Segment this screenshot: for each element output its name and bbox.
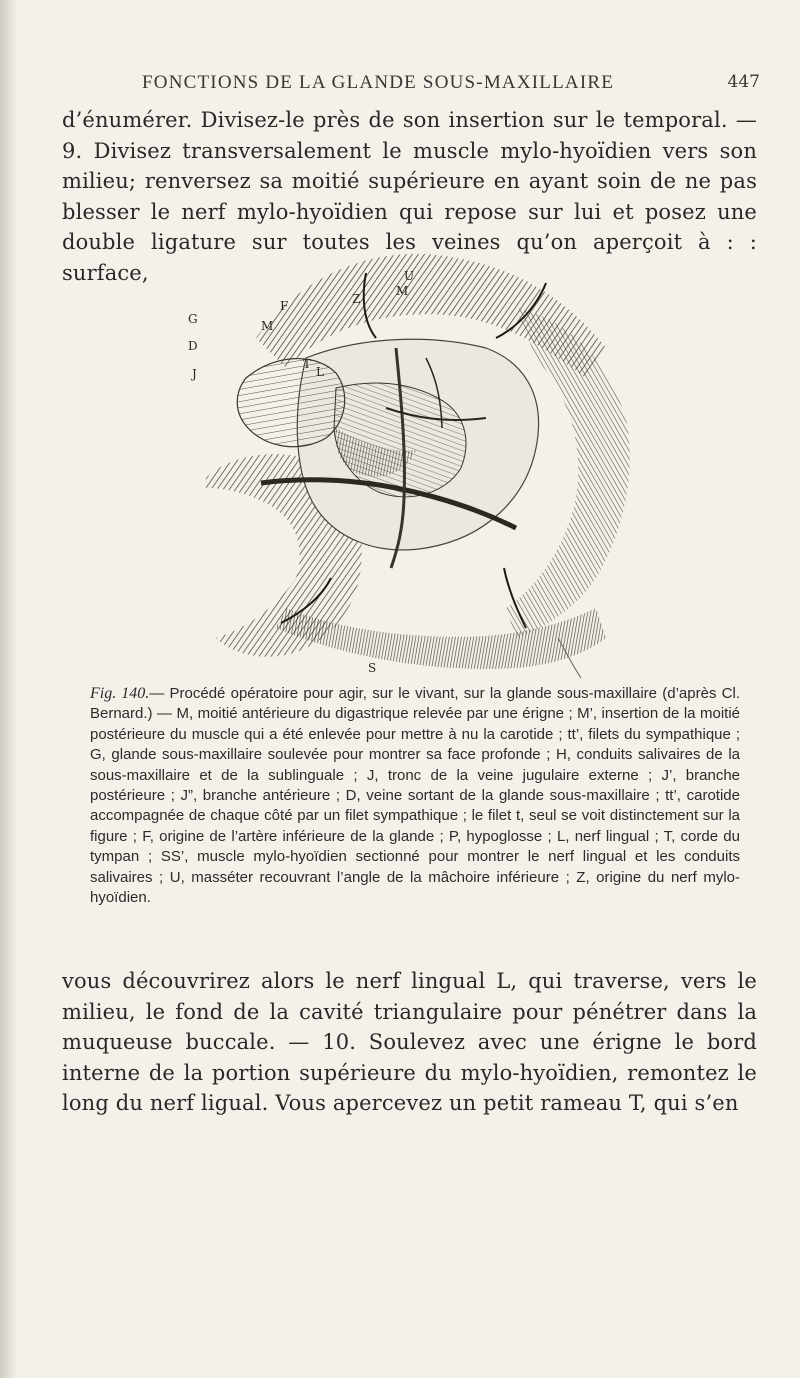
body-text-bottom xyxy=(62,966,757,1119)
label-t: T xyxy=(303,357,312,371)
paragraph-bottom: vous découvrirez alors le nerf lingual L, qui traverse, vers le milieu, le fond de la cavité triangulaire pour pénétrer dans la muqueuse buccale. — 10. Soulevez avec une érigne le bord interne de la portion supérieure du mylo-hyoïdien, remontez le long du nerf ligual. Vous apercevez un petit rameau T, qui s’en xyxy=(62,969,757,1115)
paragraph-top: d’énumérer. Divisez-le près de son insertion sur le temporal. — 9. Divisez transversalement le muscle mylo-hyoïdien vers son milieu; renversez sa moitié supérieure en ayant soin de ne pas blesser le nerf mylo-hyoïdien qui repose sur lui et posez une double ligature sur toutes les veines qu’on aperçoit à : : surface, xyxy=(62,108,757,285)
label-l: L xyxy=(316,365,324,379)
label-m-top: M xyxy=(396,284,409,298)
running-head xyxy=(80,72,760,102)
caption-text: — Procédé opératoire pour agir, sur le vivant, sur la glande sous-maxillaire (d’après Cl. Bernard.) — M, moitié antérieure du digastrique relevée par une érigne ; M’, insertion de la moitié postérieure du muscle qui a été enlevée pour mettre à nu la carotide ; tt’, filets du sympathique ; G, glande sous-maxillaire soulevée pour montrer sa face profonde ; H, conduits salivaires de la sous-maxillaire et de la sublinguale ; J, tronc de la veine jugulaire externe ; J’, branche postérieure ; J”, branche antérieure ; D, veine sortant de la glande sous-maxillaire ; tt’, carotide accompagnée de chaque côté par un filet sympathique ; le filet t, seul se voit distinctement sur la figure ; F, origine de l’artère inférieure de la glande ; P, hypoglosse ; L, nerf lingual ; T, corde du tympan ; SS’, muscle mylo-hyoïdien sectionné pour montrer le nerf lingual et les conduits salivaires ; U, masséter recouvrant l’angle de la mâchoire inférieure ; Z, origine du nerf mylo-hyoïdien. xyxy=(90,685,741,907)
page-edge-shadow xyxy=(0,0,18,1378)
label-m-left: M xyxy=(261,319,274,333)
running-title: FONCTIONS DE LA GLANDE SOUS-MAXILLAIRE xyxy=(142,72,615,93)
label-f: F xyxy=(280,299,289,313)
figure-caption xyxy=(90,684,740,908)
caption-fig-ref: Fig. 140. xyxy=(90,685,150,702)
anatomical-figure xyxy=(186,228,638,680)
label-d: D xyxy=(188,339,198,353)
label-j: J xyxy=(192,367,197,381)
label-z: Z xyxy=(352,292,361,306)
label-g: G xyxy=(188,312,198,326)
label-s: S xyxy=(368,661,377,675)
figure-engraving xyxy=(186,228,638,680)
caption-paragraph xyxy=(90,684,740,908)
page-number: 447 xyxy=(727,72,760,92)
gland-submaxillary xyxy=(237,359,344,447)
label-u: U xyxy=(404,269,415,283)
